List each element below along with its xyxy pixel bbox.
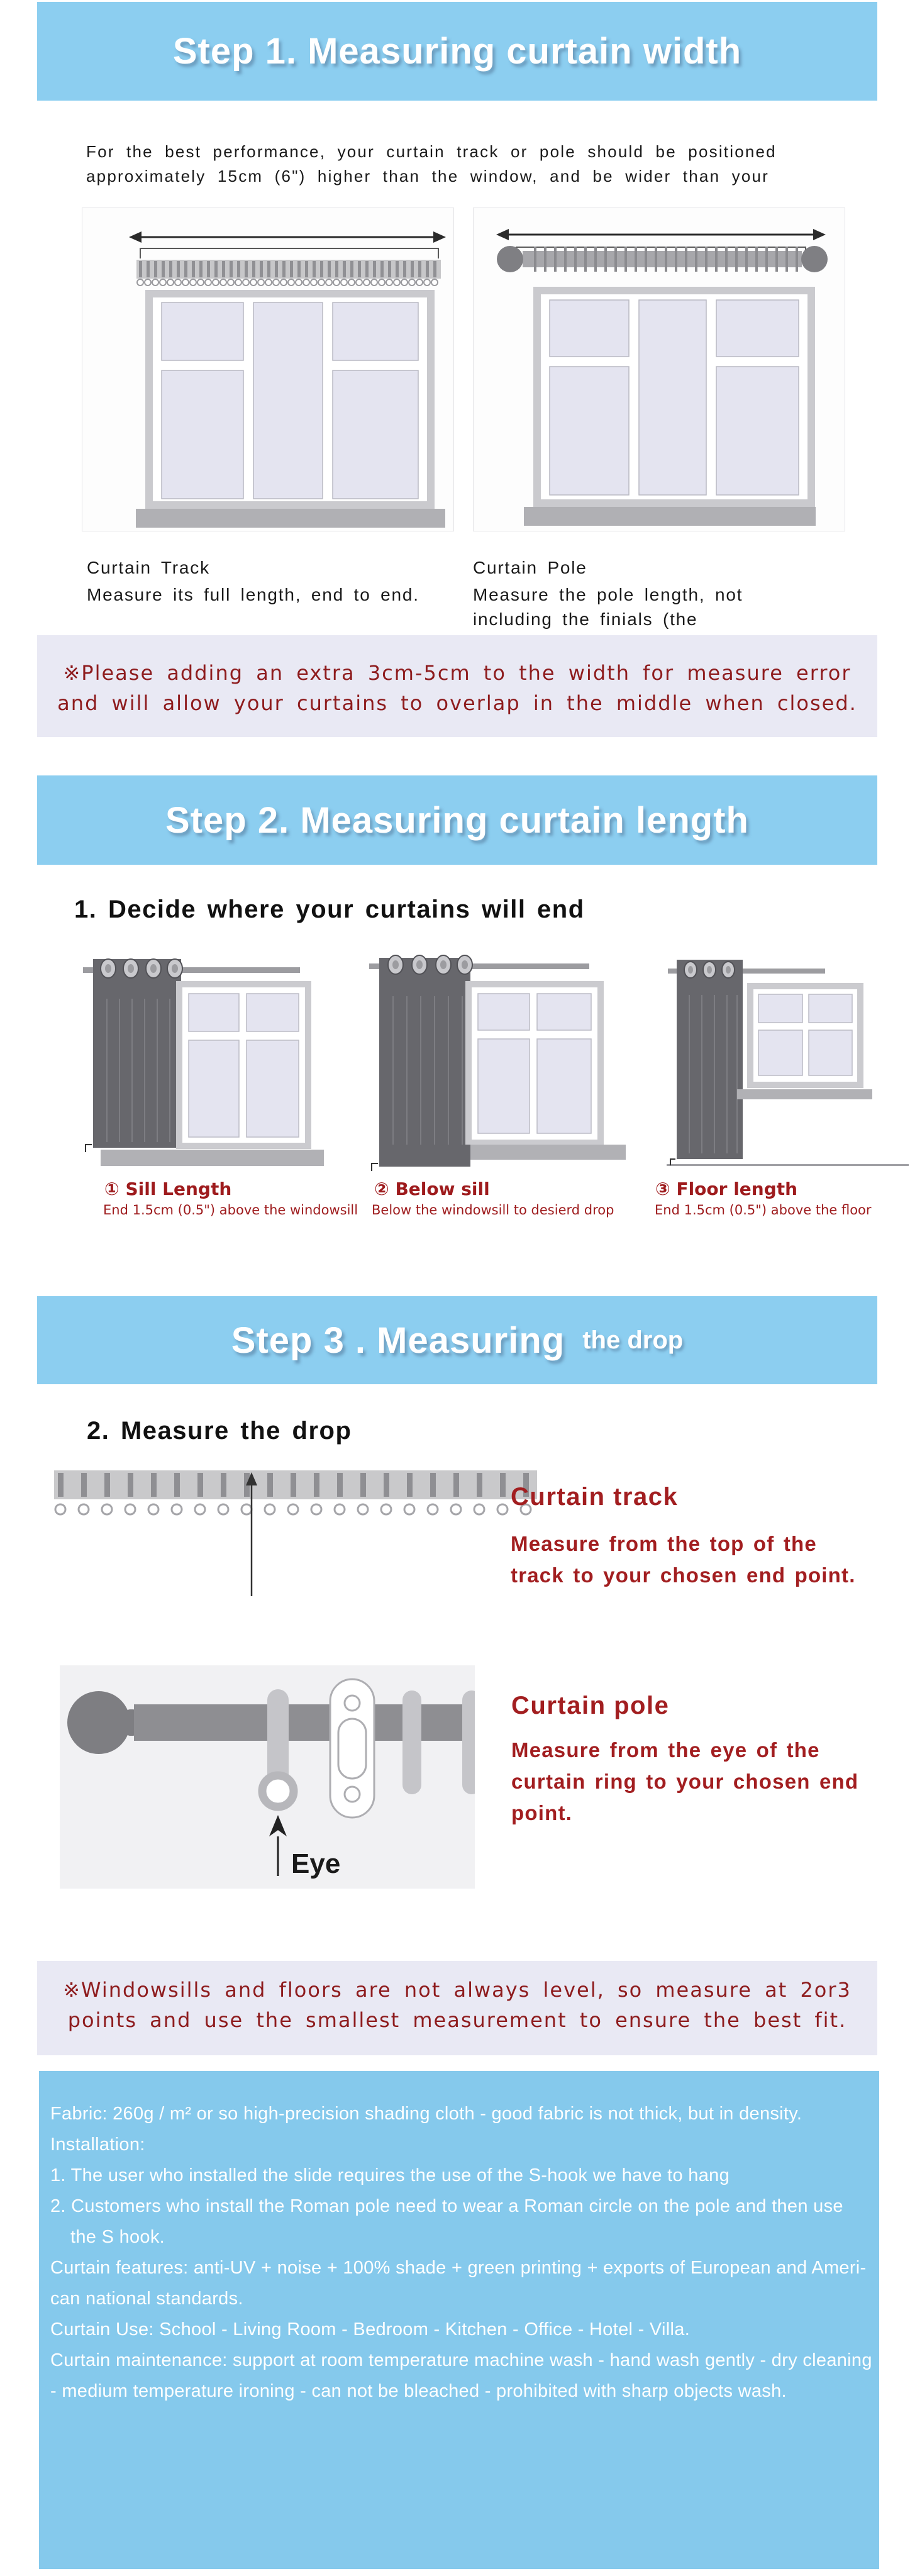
track-caption: [87, 555, 419, 607]
detail-line: Fabric: 260g / m² or so high-precision shading cloth - good fabric is not thick, but in density.: [50, 2104, 802, 2124]
detail-line: Curtain Use: School - Living Room - Bedroom - Kitchen - Office - Hotel - Villa.: [50, 2319, 691, 2340]
track-hooks: [55, 1504, 531, 1514]
option-caption-sill: End 1.5cm (0.5") above the windowsill: [103, 1202, 358, 1218]
note-line: and will allow your curtains to overlap in the middle when closed.: [57, 691, 857, 715]
track-drop-illustration: [54, 1469, 538, 1602]
step2-banner-title: Step 2. Measuring curtain length: [165, 799, 749, 841]
detail-line: Curtain maintenance: support at room temperature machine wash - hand wash gently - dry cleaning: [50, 2350, 872, 2370]
step3-heading: 2. Measure the drop: [87, 1417, 352, 1445]
curtain-pole-title: Curtain pole: [511, 1692, 670, 1719]
option-caption-floor: End 1.5cm (0.5") above the floor: [655, 1202, 872, 1218]
arrow-right-icon: [813, 229, 826, 240]
arrow-left-icon: [129, 231, 141, 243]
track-caption-title: Curtain Track: [87, 558, 210, 577]
detail-line: 1. The user who installed the slide requires the use of the S-hook we have to hang: [50, 2165, 730, 2185]
window-panes: [162, 303, 418, 499]
pole-caption: [473, 555, 743, 631]
detail-line: 2. Customers who install the Roman pole need to wear a Roman circle on the pole and then use: [50, 2196, 843, 2216]
curtain-pole-bar: [134, 1704, 475, 1741]
curtain-ring: [402, 1690, 421, 1794]
curtain-pole-line: curtain ring to your chosen end: [511, 1770, 859, 1793]
intro-line: For the best performance, your curtain track or pole should be positioned: [86, 142, 777, 161]
wall-bracket: [330, 1679, 374, 1818]
option-caption-below-sill: Below the windowsill to desierd drop: [372, 1202, 614, 1218]
windowsill: [136, 509, 445, 528]
option-label-below-sill: ② Below sill: [374, 1179, 490, 1199]
finial-left: [497, 246, 523, 272]
grommets: [684, 962, 735, 978]
option-label-sill: ① Sill Length: [104, 1179, 232, 1199]
eye-label: Eye: [291, 1848, 341, 1879]
note-line: points and use the smallest measurement to ensure the best fit.: [67, 2008, 847, 2032]
step2-banner: [37, 775, 877, 865]
windowsill: [524, 507, 816, 526]
curtain-track-line: Measure from the top of the: [511, 1532, 817, 1555]
arrow-right-icon: [433, 231, 446, 243]
below-sill-illustration: [368, 955, 632, 1181]
drop-note: [37, 1961, 877, 2055]
detail-line: the S hook.: [70, 2227, 165, 2247]
step1-banner: [37, 2, 877, 101]
note-line: ※Please adding an extra 3cm-5cm to the width for measure error: [63, 661, 852, 685]
detail-line: Installation:: [50, 2135, 145, 2155]
detail-line: - medium temperature ironing - can not be bleached - prohibited with sharp objects wash.: [50, 2381, 787, 2401]
note-line: ※Windowsills and floors are not always level, so measure at 2or3: [63, 1978, 852, 2002]
sill-length-illustration: [82, 955, 333, 1181]
floor-length-illustration: [667, 955, 910, 1172]
windowsill: [101, 1150, 324, 1166]
track-caption-line: Measure its full length, end to end.: [87, 585, 419, 604]
curtain-ring: [462, 1690, 475, 1794]
curtain: [677, 960, 743, 1159]
windowsill: [737, 1089, 872, 1099]
pole-caption-title: Curtain Pole: [473, 558, 587, 577]
ring-eye: [262, 1775, 294, 1807]
finial-ball: [67, 1691, 130, 1754]
track-hooks: [137, 279, 438, 286]
pole-caption-line: including the finials (the: [473, 609, 698, 629]
finial-right: [801, 246, 828, 272]
step1-banner-title: Step 1. Measuring curtain width: [172, 31, 742, 72]
step3-banner-subtitle: the drop: [582, 1326, 684, 1354]
curtain-pole-diagram-box: [473, 208, 845, 531]
curtain-track-diagram-box: [82, 208, 454, 531]
width-note: [37, 635, 877, 737]
arrow-left-icon: [496, 229, 509, 240]
curtain-track-line: track to your chosen end point.: [511, 1563, 856, 1587]
product-details-panel: [39, 2071, 879, 2569]
step3-banner: [37, 1296, 877, 1384]
track-gliders: [58, 1473, 529, 1497]
floor-line: [667, 1164, 909, 1166]
end-point-tick: [372, 1163, 378, 1171]
option-label-floor: ③ Floor length: [655, 1179, 798, 1199]
measure-bracket: [140, 248, 438, 258]
curtain-pole-line: Measure from the eye of the: [511, 1738, 820, 1762]
pole-eye-illustration: [60, 1665, 475, 1890]
curtain-track-window-illustration: [82, 208, 453, 531]
curtain-pole-line: point.: [511, 1801, 572, 1824]
pole-caption-line: Measure the pole length, not: [473, 585, 743, 604]
step2-heading: 1. Decide where your curtains will end: [74, 896, 585, 923]
window-panes: [550, 300, 799, 495]
end-point-tick: [86, 1145, 92, 1152]
detail-line: can national standards.: [50, 2289, 243, 2309]
detail-line: Curtain features: anti-UV + noise + 100% shade + green printing + exports of European and Ameri-: [50, 2258, 867, 2278]
curtain-track-title: Curtain track: [511, 1483, 679, 1511]
intro-line: approximately 15cm (6") higher than the window, and be wider than your: [86, 167, 770, 186]
curtain-pole-window-illustration: [474, 208, 845, 531]
step1-intro-text: [86, 140, 777, 189]
curtain-track-bar: [136, 260, 441, 279]
step3-banner-title: Step 3 . Measuring: [231, 1319, 565, 1361]
